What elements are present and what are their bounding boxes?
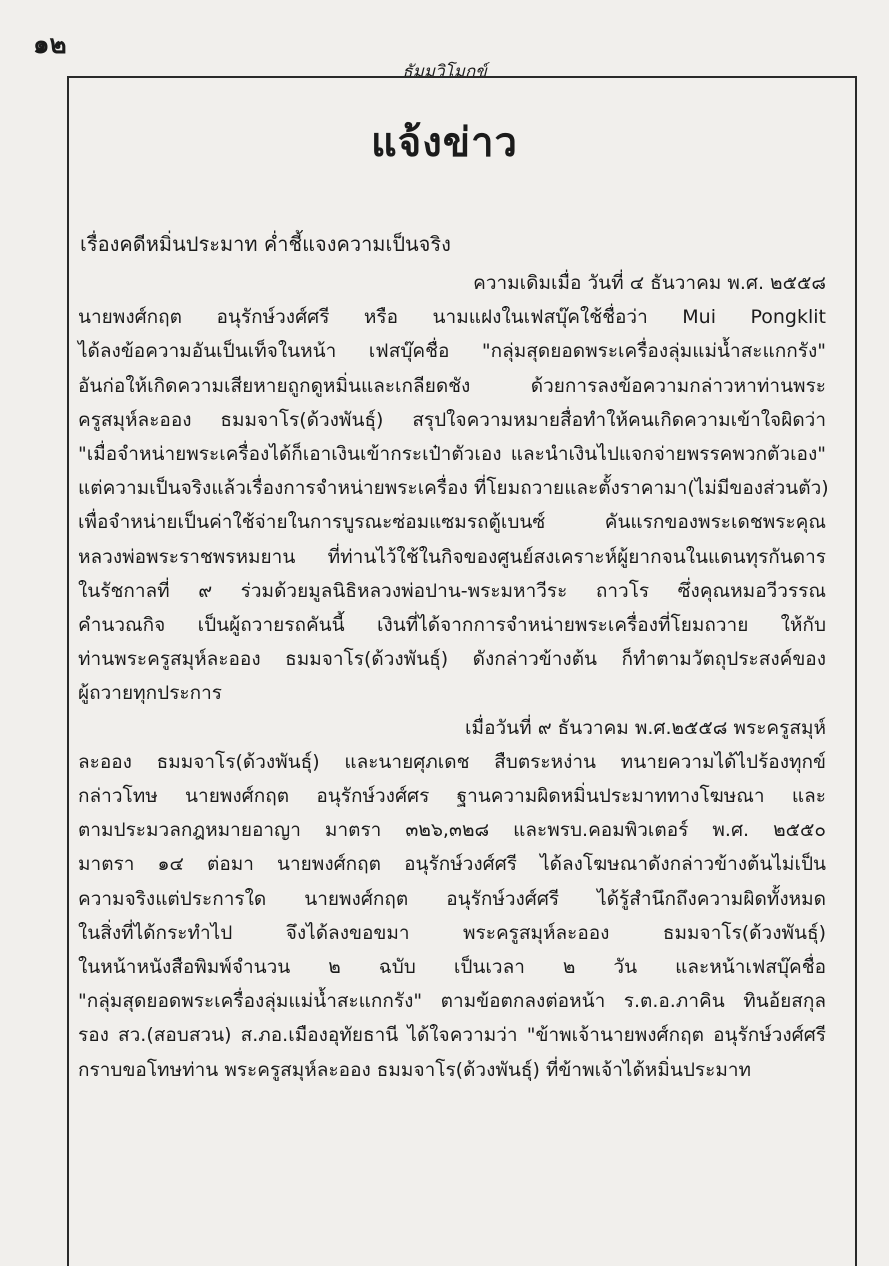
notice-subject: เรื่องคดีหมิ่นประมาท ค่ำชี้แจงความเป็นจริง [80,232,451,256]
paragraph1-line: แต่ความเป็นจริงแล้วเรื่องการจำหน่ายพระเครื่อง ที่โยมถวายและตั้งราคามา(ไม่มีของส่วนตัว) [78,477,829,500]
paragraph2-line: "กลุ่มสุดยอดพระเครื่องลุ่มแม่น้ำสะแกกรัง" ตามข้อตกลงต่อหน้า ร.ต.อ.ภาคิน ทินอ้ยสกุล [78,990,826,1013]
paragraph1-line: ครูสมุห์ละออง ธมมจาโร(ด้วงพันธุ์) สรุปใจความหมายสื่อทำให้คนเกิดความเข้าใจผิดว่า [78,408,826,431]
paragraph1-line: อันก่อให้เกิดความเสียหายถูกดูหมิ่นและเกลียดชัง ด้วยการลงข้อความกล่าวหาท่านพระ [78,374,826,397]
notice-title: แจ้งข่าว [370,120,518,166]
paragraph2-line: มาตรา ๑๔ ต่อมา นายพงศ์กฤต อนุรักษ์วงศ์ศรี ได้ลงโฆษณาดังกล่าวข้างต้นไม่เป็น [78,853,826,876]
paragraph2-line: กล่าวโทษ นายพงศ์กฤต อนุรักษ์วงศ์ศร ฐานความผิดหมิ่นประมาททางโฆษณา และ [78,785,826,808]
paragraph1-line: ความเดิมเมื่อ วันที่ ๔ ธันวาคม พ.ศ. ๒๕๕๘ [473,272,826,294]
paragraph-2 [78,711,826,1087]
paragraph1-line: คำนวณกิจ เป็นผู้ถวายรถคันนี้ เงินที่ได้จากการจำหน่ายพระเครื่องที่โยมถวาย ให้กับ [78,614,826,637]
paragraph-1 [78,266,829,711]
paragraph2-line: ละออง ธมมจาโร(ด้วงพันธุ์) และนายศุภเดช สืบตระหง่าน ทนายความได้ไปร้องทุกข์ [78,750,826,773]
page-number: ๑๒ [33,30,67,60]
paragraph1-line: ท่านพระครูสมุห์ละออง ธมมจาโร(ด้วงพันธุ์) ดังกล่าวข้างต้น ก็ทำตามวัตถุประสงค์ของ [78,648,826,671]
running-header: ธัมมวิโมกข์ [402,62,487,82]
paragraph2-line: ตามประมวลกฎหมายอาญา มาตรา ๓๒๖,๓๒๘ และพรบ.คอมพิวเตอร์ พ.ศ. ๒๕๕๐ [78,819,826,842]
paragraph1-line: ในรัชกาลที่ ๙ ร่วมด้วยมูลนิธิหลวงพ่อปาน-พระมหาวีระ ถาวโร ซึ่งคุณหมอวีวรรณ [78,579,826,602]
paragraph1-line: ผู้ถวายทุกประการ [78,682,222,705]
paragraph1-line: หลวงพ่อพระราชพรหมยาน ที่ท่านไว้ใช้ในกิจของศูนย์สงเคราะห์ผู้ยากจนในแดนทุรกันดาร [78,545,826,568]
paragraph1-line: "เมื่อจำหน่ายพระเครื่องได้ก็เอาเงินเข้ากระเป๋าตัวเอง และนำเงินไปแจกจ่ายพรรคพวกตัวเอง" [78,443,826,466]
paragraph2-line: เมื่อวันที่ ๙ ธันวาคม พ.ศ.๒๕๕๘ พระครูสมุห์ [465,716,826,739]
paragraph1-line: เพื่อจำหน่ายเป็นค่าใช้จ่ายในการบูรณะซ่อมแซมรถตู้เบนซ์ คันแรกของพระเดชพระคุณ [78,511,826,534]
paragraph2-line: กราบขอโทษท่าน พระครูสมุห์ละออง ธมมจาโร(ด้วงพันธุ์) ที่ข้าพเจ้าได้หมิ่นประมาท [78,1058,752,1081]
paragraph2-line: รอง สว.(สอบสวน) ส.ภอ.เมืองอุทัยธานี ได้ใจความว่า "ข้าพเจ้านายพงศ์กฤต อนุรักษ์วงศ์ศรี [78,1024,826,1047]
paragraph2-line: ความจริงแต่ประการใด นายพงศ์กฤต อนุรักษ์วงศ์ศรี ได้รู้สำนึกถึงความผิดทั้งหมด [78,887,826,910]
paragraph2-line: ในสิ่งที่ได้กระทำไป จึงได้ลงขอขมา พระครูสมุห์ละออง ธมมจาโร(ด้วงพันธุ์) [78,921,826,944]
paragraph1-line: ได้ลงข้อความอันเป็นเท็จในหน้า เฟสบุ๊คชื่อ "กลุ่มสุดยอดพระเครื่องลุ่มแม่น้ำสะแกกรัง" [78,340,826,363]
paragraph1-line: นายพงศ์กฤต อนุรักษ์วงศ์ศรี หรือ นามแฝงในเฟสบุ๊คใช้ชื่อว่า Mui Pongklit [78,306,826,329]
paragraph2-line: ในหน้าหนังสือพิมพ์จำนวน ๒ ฉบับ เป็นเวลา ๒ วัน และหน้าเฟสบุ๊คชื่อ [78,956,826,979]
notice-body [78,266,829,1087]
